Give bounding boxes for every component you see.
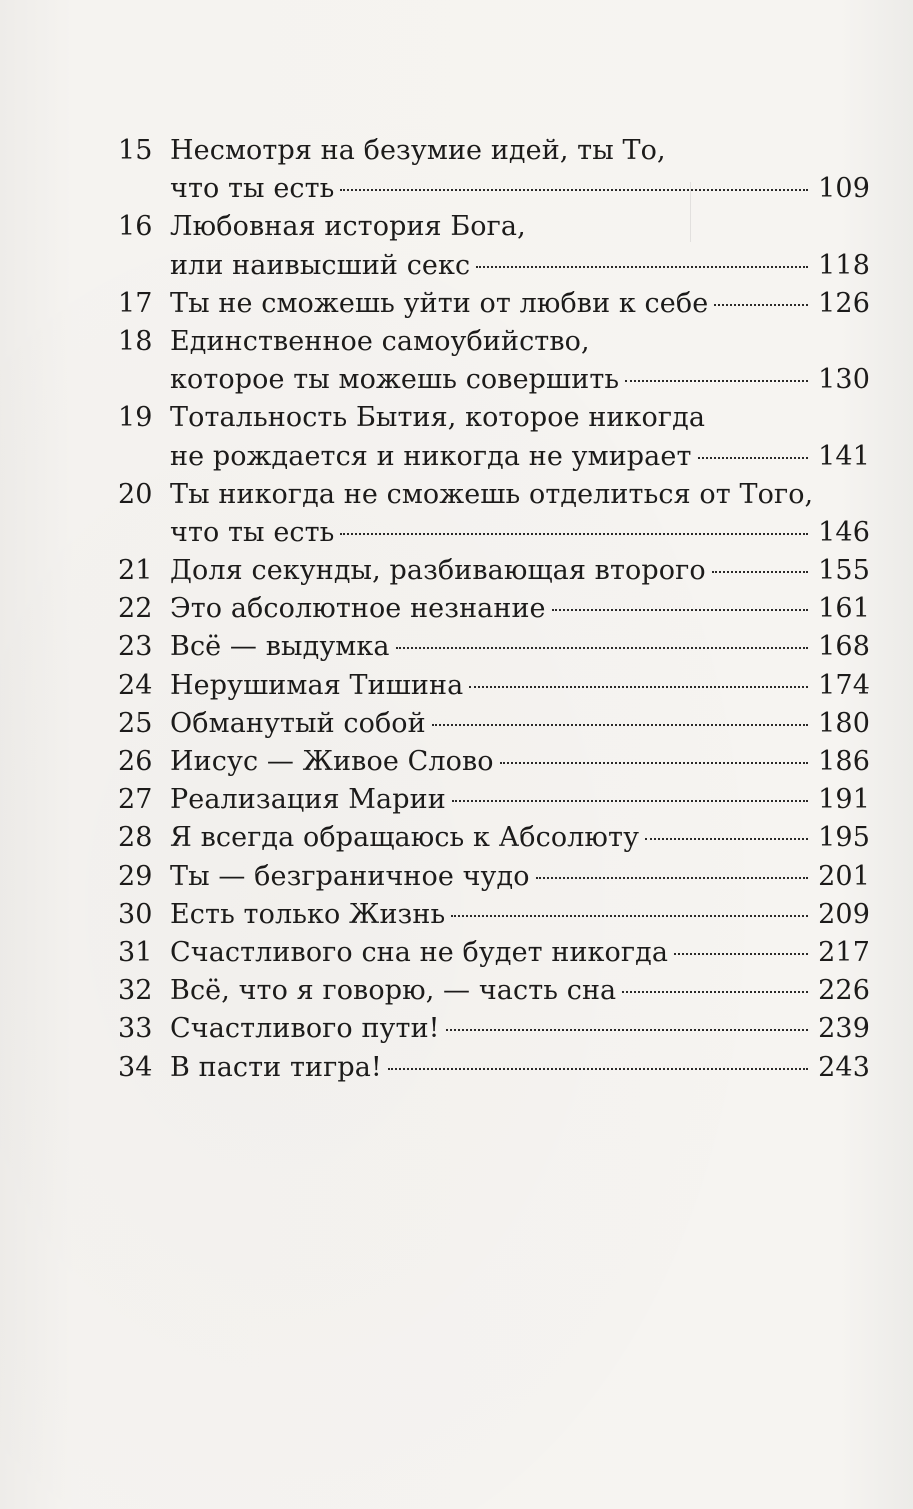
chapter-number: 19: [118, 402, 153, 434]
chapter-title: Тотальность Бытия, которое никогда: [170, 402, 706, 434]
toc-line: [118, 552, 870, 590]
page-number: 126: [818, 287, 870, 319]
chapter-title: Я всегда обращаюсь к Абсолюту: [170, 822, 640, 854]
toc-entry: [118, 552, 870, 590]
chapter-title-continuation: не рождается и никогда не умирает: [170, 440, 692, 472]
page-number: 161: [818, 593, 870, 625]
chapter-title: Ты никогда не сможешь отделиться от Того,: [170, 478, 814, 510]
chapter-title: Счастливого сна не будет никогда: [170, 936, 669, 968]
toc-line: [118, 934, 870, 972]
toc-entry: [118, 705, 870, 743]
toc-line: [118, 132, 870, 170]
chapter-number: 22: [118, 593, 153, 625]
dot-leader: [622, 991, 808, 993]
chapter-title: Единственное самоубийство,: [170, 325, 590, 357]
chapter-title-continuation: или наивысший секс: [170, 249, 471, 281]
chapter-number: 26: [118, 746, 153, 777]
toc-entry: [118, 323, 870, 399]
chapter-number: 32: [118, 975, 153, 1007]
toc-entry: [118, 132, 870, 208]
chapter-title: Реализация Марии: [170, 784, 446, 816]
chapter-number: 34: [118, 1051, 153, 1083]
chapter-title: Иисус — Живое Слово: [170, 746, 494, 777]
page-number: 130: [818, 364, 870, 396]
dot-leader: [340, 533, 808, 535]
table-of-contents: [118, 132, 870, 1087]
chapter-title: Ты не сможешь уйти от любви к себе: [170, 287, 709, 319]
toc-line: [118, 438, 870, 476]
toc-line: [118, 399, 870, 437]
toc-entry: [118, 590, 870, 628]
chapter-title: Нерушимая Тишина: [170, 669, 464, 701]
toc-entry: [118, 399, 870, 475]
toc-line: [118, 361, 870, 399]
page-number: 118: [818, 249, 870, 281]
page-number: 180: [818, 707, 870, 739]
toc-line: [118, 705, 870, 743]
page-number: 191: [818, 784, 870, 816]
dot-leader: [388, 1068, 808, 1070]
chapter-number: 33: [118, 1013, 153, 1045]
chapter-title-continuation: что ты есть: [170, 173, 335, 205]
dot-leader: [452, 800, 808, 802]
toc-line: [118, 972, 870, 1010]
toc-entry: [118, 934, 870, 972]
toc-line: [118, 819, 870, 857]
page-number: 141: [818, 440, 870, 472]
dot-leader: [552, 609, 809, 611]
chapter-number: 24: [118, 669, 153, 701]
toc-line: [118, 1049, 870, 1087]
toc-line: [118, 1010, 870, 1048]
chapter-number: 25: [118, 707, 153, 739]
chapter-title-continuation: которое ты можешь совершить: [170, 364, 620, 396]
toc-line: [118, 858, 870, 896]
page-number: 209: [818, 898, 870, 930]
dot-leader: [469, 686, 808, 688]
page-number: 186: [818, 746, 870, 777]
dot-leader: [432, 724, 808, 726]
toc-line: [118, 743, 870, 781]
dot-leader: [698, 457, 809, 459]
toc-entry: [118, 1010, 870, 1048]
dot-leader: [396, 647, 809, 649]
toc-line: [118, 667, 870, 705]
page-number: 201: [818, 860, 870, 892]
toc-line: [118, 285, 870, 323]
chapter-title: Любовная история Бога,: [170, 211, 526, 243]
dot-leader: [712, 571, 808, 573]
dot-leader: [446, 1029, 809, 1031]
chapter-title: Есть только Жизнь: [170, 898, 446, 930]
toc-entry: [118, 208, 870, 284]
chapter-number: 21: [118, 555, 153, 587]
toc-entry: [118, 1049, 870, 1087]
toc-line: [118, 781, 870, 819]
toc-line: [118, 476, 870, 514]
chapter-title: В пасти тигра!: [170, 1051, 382, 1083]
toc-line: [118, 514, 870, 552]
chapter-title: Всё, что я говорю, — часть сна: [170, 975, 617, 1007]
toc-entry: [118, 628, 870, 666]
page-number: 217: [818, 936, 870, 968]
chapter-title: Доля секунды, разбивающая второго: [170, 555, 706, 587]
dot-leader: [476, 266, 808, 268]
chapter-title-continuation: что ты есть: [170, 516, 335, 548]
page-number: 155: [818, 555, 870, 587]
toc-line: [118, 590, 870, 628]
chapter-number: 29: [118, 860, 153, 892]
page-number: 146: [818, 516, 870, 548]
dot-leader: [645, 838, 808, 840]
chapter-title: Счастливого пути!: [170, 1013, 440, 1045]
dot-leader: [625, 380, 808, 382]
toc-entry: [118, 896, 870, 934]
toc-entry: [118, 476, 870, 552]
chapter-number: 20: [118, 478, 153, 510]
chapter-number: 27: [118, 784, 153, 816]
toc-entry: [118, 667, 870, 705]
toc-line: [118, 208, 870, 246]
page-number: 109: [818, 173, 870, 205]
chapter-title: Обманутый собой: [170, 707, 426, 739]
dot-leader: [500, 762, 809, 764]
toc-line: [118, 170, 870, 208]
dot-leader: [340, 189, 808, 191]
page-number: 226: [818, 975, 870, 1007]
dot-leader: [451, 915, 808, 917]
toc-entry: [118, 743, 870, 781]
page-number: 195: [818, 822, 870, 854]
dot-leader: [714, 304, 808, 306]
chapter-number: 23: [118, 631, 153, 663]
chapter-number: 16: [118, 211, 153, 243]
page-number: 168: [818, 631, 870, 663]
page-number: 243: [818, 1051, 870, 1083]
toc-entry: [118, 781, 870, 819]
chapter-number: 30: [118, 898, 153, 930]
dot-leader: [536, 877, 809, 879]
toc-entry: [118, 858, 870, 896]
dot-leader: [674, 953, 808, 955]
page-number: 239: [818, 1013, 870, 1045]
chapter-title: Всё — выдумка: [170, 631, 390, 663]
toc-entry: [118, 819, 870, 857]
chapter-number: 17: [118, 287, 153, 319]
page-number: 174: [818, 669, 870, 701]
toc-line: [118, 896, 870, 934]
toc-line: [118, 323, 870, 361]
toc-entry: [118, 972, 870, 1010]
chapter-title: Ты — безграничное чудо: [170, 860, 530, 892]
chapter-title: Это абсолютное незнание: [170, 593, 546, 625]
chapter-title: Несмотря на безумие идей, ты То,: [170, 135, 666, 166]
chapter-number: 15: [118, 135, 153, 166]
chapter-number: 31: [118, 936, 153, 968]
toc-entry: [118, 285, 870, 323]
chapter-number: 28: [118, 822, 153, 854]
toc-line: [118, 628, 870, 666]
toc-line: [118, 247, 870, 285]
chapter-number: 18: [118, 325, 153, 357]
